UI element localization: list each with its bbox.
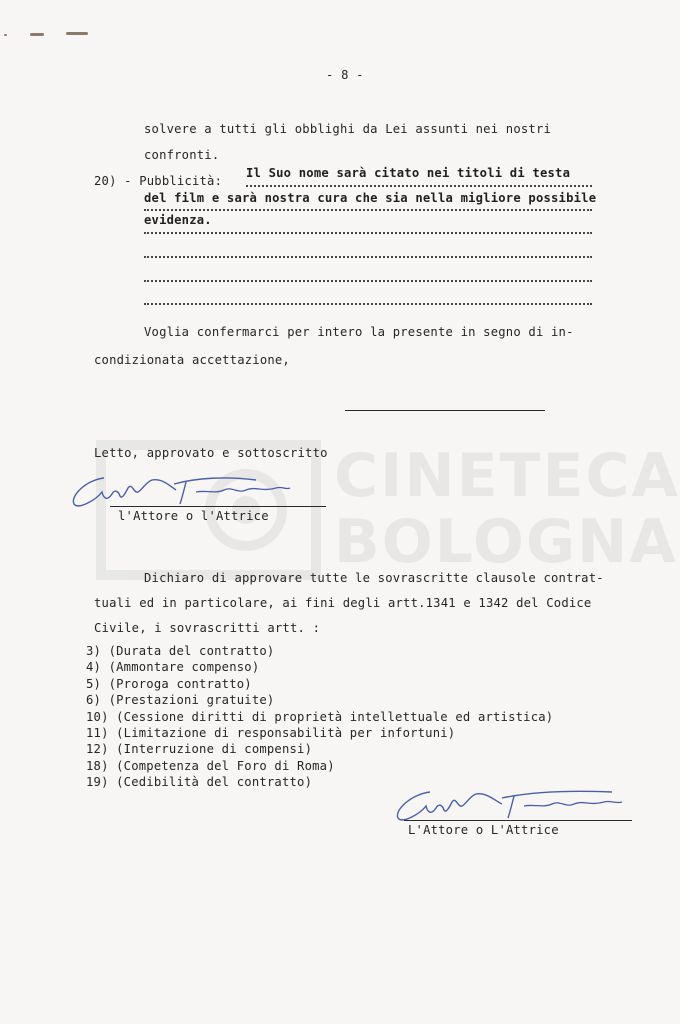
declaration-line-2: tuali ed in particolare, ai fini degli artt.1341 e 1342 del Codice	[94, 596, 592, 610]
final-signer: L'Attore o L'Attrice	[408, 823, 559, 837]
article-item: 12) (Interruzione di compensi)	[86, 742, 313, 756]
signature-line-actor	[110, 506, 326, 507]
declaration-line-1: Dichiaro di approvare tutte le sovrascritte clausole contrat-	[144, 571, 604, 585]
clause-20-text-line-1: Il Suo nome sarà citato nei titoli di testa	[246, 166, 571, 180]
ink-speck	[66, 32, 88, 35]
article-item: 18) (Competenza del Foro di Roma)	[86, 759, 335, 773]
article-item: 19) (Cedibilità del contratto)	[86, 775, 313, 789]
closing-line-1: Voglia confermarci per intero la presente in segno di in-	[144, 325, 574, 339]
dotted-fill-line	[144, 209, 592, 211]
signature-line-final	[404, 820, 632, 821]
article-item: 3) (Durata del contratto)	[86, 644, 275, 658]
closing-line-2: condizionata accettazione,	[94, 353, 290, 367]
article-item: 4) (Ammontare compenso)	[86, 660, 260, 674]
article-item: 11) (Limitazione di responsabilità per infortuni)	[86, 726, 456, 740]
clause-20-text-line-3: evidenza.	[144, 213, 212, 227]
dotted-fill-line	[246, 185, 592, 187]
watermark-line1: CINETECA	[334, 441, 680, 511]
article-item: 10) (Cessione diritti di proprietà intellettuale ed artistica)	[86, 710, 554, 724]
dotted-fill-line	[144, 232, 592, 234]
approval-signer: l'Attore o l'Attrice	[118, 509, 269, 523]
dotted-fill-line	[144, 280, 592, 282]
ink-speck	[30, 33, 44, 36]
article-item: 5) (Proroga contratto)	[86, 677, 252, 691]
article-item: 6) (Prestazioni gratuite)	[86, 693, 275, 707]
ink-speck	[4, 34, 7, 36]
clause-20-label: 20) - Pubblicità:	[94, 174, 223, 188]
approval-label: Letto, approvato e sottoscritto	[94, 446, 328, 460]
declaration-line-3: Civile, i sovrascritti artt. :	[94, 621, 321, 635]
page-number: - 8 -	[326, 68, 364, 82]
dotted-fill-line	[144, 303, 592, 305]
dotted-fill-line	[144, 256, 592, 258]
paragraph-line-1: solvere a tutti gli obblighi da Lei assunti nei nostri	[144, 122, 552, 136]
clause-20-text-line-2: del film e sarà nostra cura che sia nella migliore possibile	[144, 191, 597, 205]
watermark-line2: BOLOGNA	[334, 507, 678, 577]
signature-line-company	[345, 410, 545, 411]
paragraph-line-2: confronti.	[144, 148, 220, 162]
